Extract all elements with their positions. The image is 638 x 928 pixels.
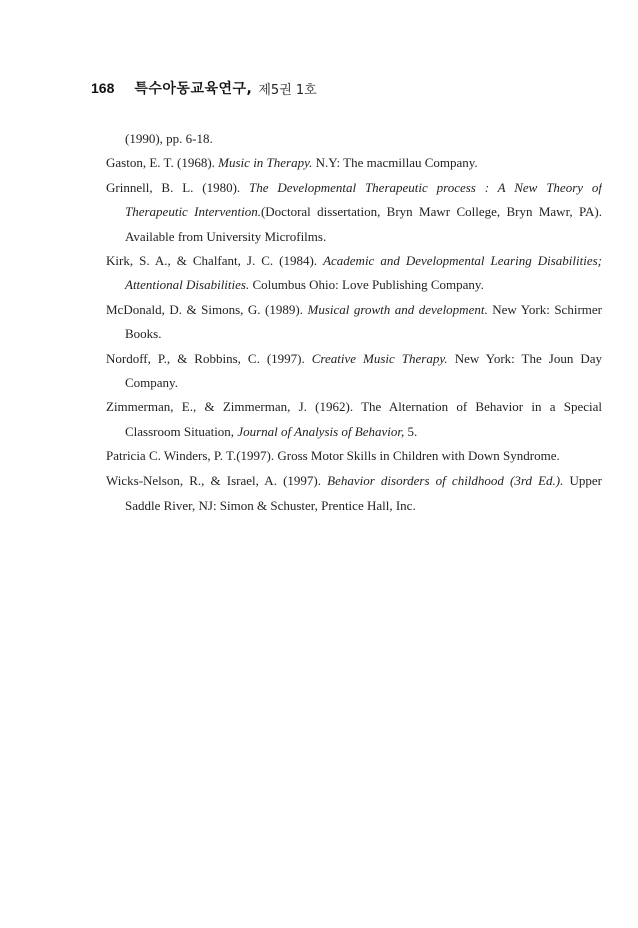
reference-text: New York: The Joun Day (447, 351, 602, 366)
reference-text: Upper (563, 473, 602, 488)
reference-text: Gaston, E. T. (1968). (106, 155, 219, 170)
reference-line (125, 326, 161, 342)
reference-line (125, 277, 484, 293)
reference-text: Available from University Microfilms. (125, 229, 327, 244)
reference-title-text: Creative Music Therapy. (311, 351, 448, 366)
page-number: 168 (91, 80, 115, 96)
reference-line (106, 473, 602, 489)
reference-line (125, 229, 326, 245)
reference-text: Patricia C. Winders, P. T.(1997). Gross Motor Skills in Children with Down Syndrome. (106, 448, 560, 463)
reference-title-text: The Developmental Therapeutic process : A New Theory of (249, 180, 602, 195)
reference-text: Classroom Situation, (125, 424, 238, 439)
reference-line (125, 204, 602, 220)
reference-line (106, 155, 478, 171)
reference-text: Columbus Ohio: Love Publishing Company. (249, 277, 484, 292)
reference-text: 5. (404, 424, 418, 439)
reference-text: Books. (125, 326, 162, 341)
reference-title-text: Musical growth and development. (307, 302, 488, 317)
reference-line (125, 131, 213, 147)
reference-text: (Doctoral dissertation, Bryn Mawr College, Bryn Mawr, PA). (260, 204, 602, 219)
reference-line (106, 448, 560, 464)
journal-title: 특수아동교육연구, (134, 81, 253, 97)
reference-line (125, 375, 178, 391)
reference-text: New York: Schirmer (487, 302, 602, 317)
reference-line (106, 302, 602, 318)
reference-line (125, 498, 416, 514)
reference-line (106, 351, 602, 367)
reference-text: Kirk, S. A., & Chalfant, J. C. (1984). (106, 253, 324, 268)
reference-text: Wicks-Nelson, R., & Israel, A. (1997). (106, 473, 328, 488)
reference-text: (1990), pp. 6-18. (125, 131, 213, 146)
reference-text: N.Y: The macmillau Company. (312, 155, 478, 170)
reference-title-text: Attentional Disabilities. (125, 277, 250, 292)
reference-text: McDonald, D. & Simons, G. (1989). (106, 302, 308, 317)
reference-text: Grinnell, B. L. (1980). (106, 180, 250, 195)
reference-text: Company. (125, 375, 178, 390)
reference-line (125, 424, 417, 440)
reference-line (106, 399, 602, 415)
reference-line (106, 180, 602, 196)
reference-title-text: Journal of Analysis of Behavior, (237, 424, 405, 439)
reference-title-text: Therapeutic Intervention. (125, 204, 261, 219)
reference-text: Nordoff, P., & Robbins, C. (1997). (106, 351, 312, 366)
reference-title-text: Academic and Developmental Learing Disabilities; (323, 253, 602, 268)
reference-title-text: Music in Therapy. (218, 155, 313, 170)
reference-text: Saddle River, NJ: Simon & Schuster, Prentice Hall, Inc. (125, 498, 416, 513)
journal-issue: 제5권 1호 (258, 82, 317, 98)
reference-line (106, 253, 602, 269)
reference-title-text: Behavior disorders of childhood (3rd Ed.). (327, 473, 564, 488)
reference-text: Zimmerman, E., & Zimmerman, J. (1962). The Alternation of Behavior in a Special (106, 399, 602, 414)
